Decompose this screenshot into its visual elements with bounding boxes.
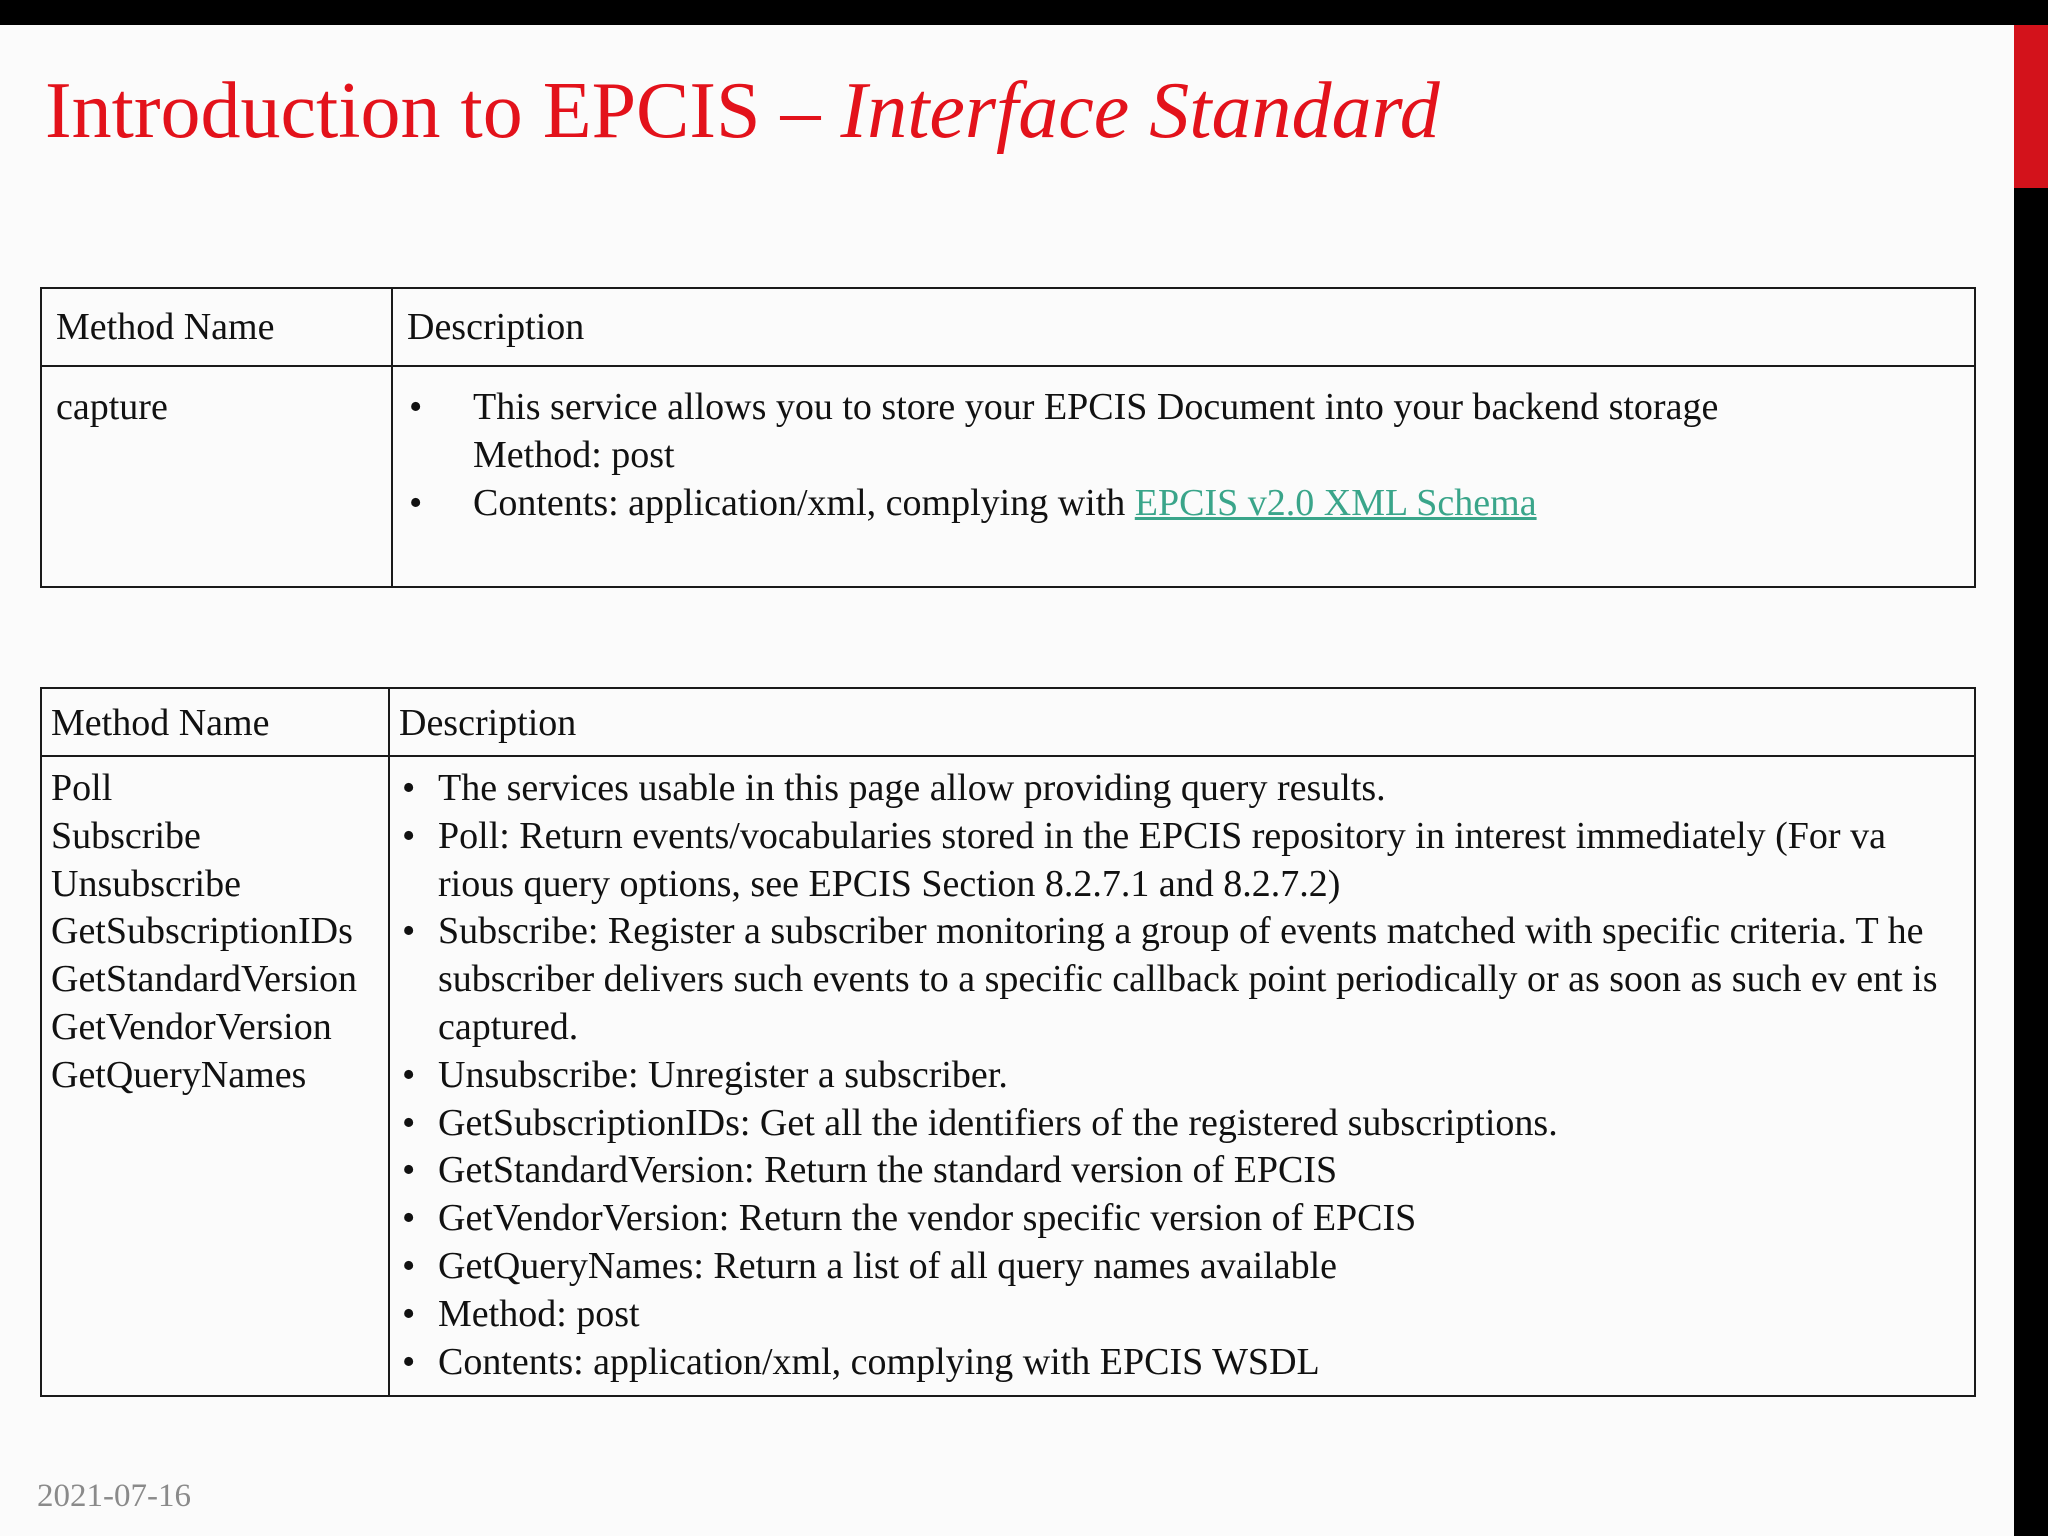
description-cell [392,366,1975,587]
method-name-item: Subscribe [51,814,201,857]
slide-title-italic: Interface Standard [840,67,1440,155]
list-item [399,1052,1965,1100]
bullet-text: GetStandardVersion: Return the standard version of EPCIS [438,1149,1338,1192]
bullet-text: Contents: application/xml, complying with EPCIS WSDL [438,1340,1320,1383]
bullet-icon: • [402,1292,416,1335]
list-item [399,1339,1965,1387]
header-description: Description [389,688,1975,756]
red-accent-bar [2014,25,2048,188]
header-method-name: Method Name [41,288,392,366]
bullet-text: GetQueryNames: Return a list of all query names available [438,1244,1338,1287]
method-name-item: GetVendorVersion [51,1005,332,1048]
description-list [399,765,1965,1386]
list-item [399,765,1965,813]
method-name-cell: capture [41,366,392,587]
method-name-item: Unsubscribe [51,862,241,905]
epcis-schema-link[interactable]: EPCIS v2.0 XML Schema [1134,482,1537,524]
list-item [399,1195,1965,1243]
footer-date: 2021-07-16 [37,1478,191,1514]
bullet-icon: • [402,1244,416,1287]
method-name-item: GetSubscriptionIDs [51,910,353,953]
bullet-icon: • [409,386,423,428]
bullet-icon: • [402,814,416,857]
list-item [399,908,1965,1051]
list-item [399,813,1965,909]
slide [0,25,2048,1536]
bullet-icon: • [402,1197,416,1240]
table-row [41,756,1975,1396]
query-method-table [40,687,1976,1397]
list-item [399,1243,1965,1291]
slide-title [45,63,1440,159]
bullet-text: Unsubscribe: Unregister a subscriber. [438,1053,1008,1096]
right-edge-bar [2014,25,2048,1536]
method-name-item: Poll [51,767,113,809]
bullet-icon: • [402,1053,416,1096]
header-description: Description [392,288,1975,366]
bullet-text: The services usable in this page allow providing query results. [438,767,1386,809]
bullet-text: Poll: Return events/vocabularies stored in the EPCIS repository in interest immediately (For va rious query options, see EPCIS Section 8.2.7.1 and 8.2.7.2) [438,814,1886,905]
table-header-row [41,288,1975,366]
list-item [407,479,1960,527]
slide-title-plain: Introduction to EPCIS – [45,67,841,155]
method-name-item: GetStandardVersion [51,958,358,1001]
bullet-text: This service allows you to store your EPCIS Document into your backend storage [473,386,1719,428]
bullet-text: Subscribe: Register a subscriber monitoring a group of events matched with specific criteria. T he subscriber delivers such events to a specific callback point periodically or as soon as such ev ent is captured. [438,910,1938,1048]
table-header-row [41,688,1975,756]
bullet-text: Contents: application/xml, complying with [473,482,1135,524]
bullet-text: Method: post [438,1292,640,1335]
header-method-name: Method Name [41,688,389,756]
method-name-cell [41,756,389,1396]
bullet-icon: • [409,482,423,524]
bullet-icon: • [402,1101,416,1144]
description-cell [389,756,1975,1396]
method-name-item: GetQueryNames [51,1053,307,1096]
table-row [41,366,1975,587]
bullet-icon: • [402,767,416,809]
method-name-list [51,765,379,1100]
list-item [399,1147,1965,1195]
bullet-text: GetSubscriptionIDs: Get all the identifiers of the registered subscriptions. [438,1101,1558,1144]
list-item [399,1100,1965,1148]
list-item [407,383,1960,479]
bullet-continuation: Method: post [473,434,675,476]
capture-method-table [40,287,1976,588]
description-list [407,383,1960,527]
bullet-icon: • [402,1340,416,1383]
bullet-text: GetVendorVersion: Return the vendor specific version of EPCIS [438,1197,1417,1240]
bullet-icon: • [402,910,416,953]
list-item [399,1291,1965,1339]
bullet-icon: • [402,1149,416,1192]
